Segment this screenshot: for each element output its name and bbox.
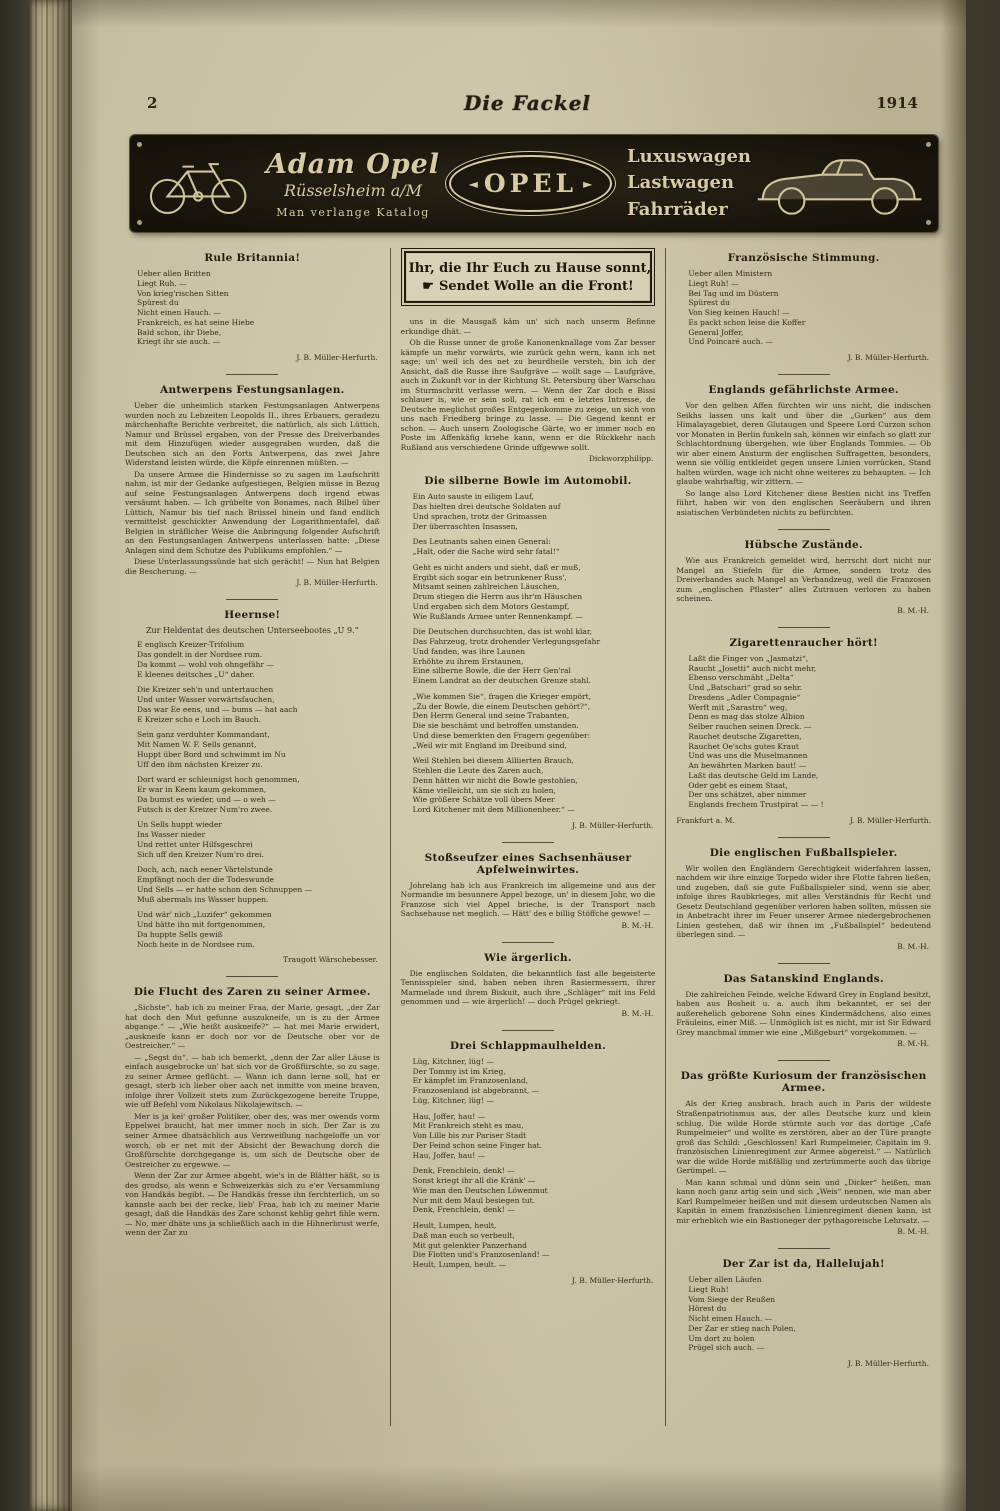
- article-paragraph: uns in die Mausgaß käm un' sich nach unserm Befinne erkundige dhät. —: [400, 317, 656, 336]
- poem-line: Prügel sich auch. —: [688, 1343, 765, 1353]
- poem-line: Rauchet Oe'schs gutes Kraut: [688, 741, 799, 751]
- article-title: Das größte Kuriosum der französischen Armee.: [680, 1070, 927, 1095]
- author-signature: B. M.-H.: [897, 1227, 930, 1237]
- poem-line: Hau, Joffer, hau! —: [412, 1150, 486, 1160]
- poem-stanza: [413, 537, 656, 557]
- poem-stanza: [413, 1221, 656, 1270]
- article-title: Wie ärgerlich.: [484, 951, 572, 964]
- poem-line: Das gondelt in der Nordsee rum.: [137, 650, 263, 660]
- poem-line: Von krieg'rischen Sitten: [137, 288, 229, 298]
- poem-line: Und rettet unter Hilfsgeschrei: [137, 839, 253, 849]
- article-paragraph: Johrelang hab ich aus Frankreich im allgemeine und aus der Normandie im besunnere Appel bezoge, un' in diesem Johr, wo die Franzose sich viel Appel brieche, is der Transport nach Sachsehause net meglich. — Hätt' des e billig Stöffche gewwe! —: [400, 880, 656, 919]
- car-illustration-icon: [751, 148, 929, 220]
- author-signature: J. B. Müller-Herfurth.: [572, 1275, 654, 1285]
- article-paragraph: Vor den gelben Affen fürchten wir uns nicht, die indischen Seikhs lassen uns kalt und über die „Gurken“ aus dem Himalayagebiet, deren Glutaugen und Speere Lord Curzon schon vor Monaten in Berlin funkeln sah, können wir einfach so glatt zur Schlachtordnung übergehen, wie über Englands Tommies. — Ob wir aber einem Ansturm der englischen Suffragetten, besonders, wenn sie völlig entkleidet gegen unsere Linien vorrücken, Stand halten würden, wage ich nicht ohne weiteres zu behaupten. — Ich glaube wahrhaftig, wir zittern. —: [676, 401, 932, 487]
- section-divider: [778, 1060, 830, 1061]
- signature-place: Frankfurt a. M.: [676, 815, 735, 825]
- catalog-note: Man verlange Katalog: [276, 205, 430, 219]
- product-list: [613, 144, 751, 222]
- poem-line: Bei Tag und im Düstern: [688, 288, 779, 298]
- poem-line: Vom Siege der Reußen: [688, 1294, 776, 1304]
- article: [676, 529, 931, 615]
- article-title: Rule Britannia!: [204, 252, 301, 264]
- poem-line: Denk, Frenchlein, denk! —: [412, 1205, 515, 1215]
- article-subtitle: Zur Heldentat des deutschen Unterseebootes „U 9.“: [145, 626, 359, 636]
- poem-line: Und hätte ihn mit fortgenommen,: [137, 920, 266, 930]
- poem-line: Denk, Frenchlein, denk! —: [412, 1166, 515, 1176]
- poem-line: Rauchet deutsche Zigaretten,: [688, 731, 802, 741]
- poem-line: Ebenso verschmäht „Delta“: [688, 673, 794, 683]
- poem-line: Da kommt — wohl voh ohngefähr —: [137, 659, 274, 669]
- poem-line: Und „Batschari“ grad so sehr.: [688, 683, 803, 693]
- poem-line: „Wie kommen Sie“, fragen die Krieger empört,: [412, 691, 591, 701]
- article: [401, 842, 656, 930]
- page-header: [115, 91, 940, 116]
- poem-stanza: [137, 269, 380, 347]
- columns-area: [115, 248, 941, 1426]
- section-divider: [226, 374, 278, 375]
- article-paragraph: Man kann schmal und dünn sein und „Dicker“ heißen, man kann noch ganz artig sein und sich „Weis“ nennen, wie man aber Karl Rumpelmeier heißen und mit diesem urdeutschen Namen als Kapitän in einem französischen Linienregiment dienen kann, ist mir erheblich wie ein Bastioneger der pythagoreische Lehrsatz. —: [676, 1177, 932, 1225]
- poem-line: Das Fahrzeug, trotz drohender Verlegungsgefahr: [412, 637, 601, 647]
- poem-stanza: [137, 640, 380, 679]
- article-paragraph: — „Segst du“, — hab ich bemerkt, „denn der Zar aller Läuse is einfach ausgebrocke un' hat sich vor de Großfürschte, so zu sage, zu seiner Armee geflücht. — Wann ich dann lerne soll, hat er gesagt, sterb ich lieber ober aach net inmitte von meine braven, infolge ihrer Vollzeit stets zum Zurückgezogene bereite Truppe, wie uff Befehl vom Nikolaus Nikolajewitsch. —: [125, 1052, 380, 1110]
- author-signature: J. B. Müller-Herfurth.: [296, 578, 378, 588]
- poem-line: E Kreizer scho e Loch im Bauch.: [137, 714, 261, 724]
- poem-stanza: [413, 1166, 656, 1215]
- article: [401, 1030, 656, 1285]
- poem-line: Mit Namen W. F. Sells genannt,: [137, 740, 257, 750]
- poem-line: Oder gebt es einem Staat,: [688, 780, 788, 790]
- poem-line: Da huppte Sells gewiß: [137, 929, 223, 939]
- poem-line: Dort ward er schleunigst hoch genommen,: [137, 775, 300, 785]
- poem-line: „Weil wir mit England im Dreibund sind,: [412, 740, 567, 750]
- article: [125, 976, 380, 1237]
- column-3: [665, 248, 941, 1426]
- opel-logo: [448, 155, 613, 212]
- section-divider: [226, 976, 278, 977]
- bicycle-illustration-icon: [140, 150, 258, 218]
- poem-line: Drum stiegen die Herrn aus ihr'm Häuschen: [412, 592, 583, 602]
- poem-line: Und was uns die Muselmannen: [688, 751, 808, 761]
- poem-line: Weil Stehlen bei diesem Alliierten Brauch,: [412, 756, 574, 766]
- wool-appeal-line1: Ihr, die Ihr Euch zu Hause sonnt,: [408, 261, 652, 276]
- poem-line: E kleenes deitsches „U“ daher.: [137, 669, 255, 679]
- poem-line: Und ergaben sich dem Motors Gestampf,: [412, 601, 570, 611]
- poem-line: Nicht einen Hauch. —: [688, 1314, 773, 1324]
- poem-line: Die sie beschämt und betroffen umstanden.: [412, 721, 579, 731]
- poem-stanza: [413, 1057, 656, 1106]
- section-divider: [502, 842, 554, 843]
- advertiser-city: Rüsselsheim a/M: [283, 180, 423, 200]
- article-title: Der Zar ist da, Hallelujah!: [722, 1258, 885, 1271]
- section-divider: [778, 627, 830, 628]
- poem-line: Sein ganz verduhter Kommandant,: [137, 730, 270, 740]
- poem-line: Und diese bemerkten den Fragern gegenüber:: [412, 730, 591, 740]
- article-title: Drei Schlappmaulhelden.: [449, 1039, 607, 1052]
- article: [125, 252, 380, 362]
- poem-line: Liegt Ruh. —: [137, 278, 187, 288]
- poem-line: Franzosenland ist abgebrannt, —: [412, 1086, 540, 1096]
- poem-line: Liegt Ruh!: [688, 1284, 729, 1294]
- poem-stanza: [413, 492, 656, 531]
- article-paragraph: So lange also Lord Kitchener diese Bestien nicht ins Treffen führt, haben wir von den englischen Seeräubern und ihren asiatischen Verbündeten nichts zu befürchten.: [676, 488, 932, 517]
- poem-stanza: [137, 775, 380, 814]
- article-title: Antwerpens Festungsanlagen.: [160, 384, 345, 396]
- product-lastwagen: Lastwagen: [627, 172, 735, 194]
- poem-line: Liegt Ruh! —: [688, 278, 739, 288]
- poem-line: Ueber allen Britten: [137, 269, 211, 278]
- article-title: Die englischen Fußballspieler.: [709, 846, 898, 859]
- rivet-icon: [926, 220, 931, 225]
- poem-line: Laßt die Finger von „Jasmatzi“,: [688, 653, 809, 663]
- poem-line: „Zu der Bowle, die einem Deutschen gehört?“,: [412, 701, 591, 711]
- poem-line: Hörest du: [688, 1304, 727, 1314]
- poem-line: Sich uff den Kreizer Num'ro drei.: [137, 849, 264, 859]
- article-paragraph: Als der Krieg ausbrach, brach auch in Paris der wildeste Straßenpatriotismus aus, der alles Deutsche kurz und klein schlug. Die wilde Horde stürmte auch vor das dortige „Café Rumpelmeier“ und wollte es zerstören, aber an der Türe prangte groß das Schild: „Geschlossen! Karl Rumpelmeier, Capitain im 9. französischen Linienregiment zur Armee abgereist.“ — Natürlich war die wilde Horde mißfällig und zertrümmerte auch das übrige Gerümpel. —: [676, 1099, 932, 1176]
- opel-oval-badge: [449, 155, 613, 212]
- poem-line: Frankreich, es hat seine Hiebe: [137, 317, 255, 327]
- author-signature: B. M.-H.: [897, 941, 930, 951]
- author-signature: Dickworzphilipp.: [588, 454, 654, 464]
- poem-line: Um dort zu holen: [688, 1333, 755, 1343]
- poem-line: Der Zar er stieg nach Polen,: [688, 1323, 796, 1333]
- poem-line: E englisch Kreizer-Trifolium: [137, 640, 245, 650]
- article: [676, 627, 931, 825]
- poem-line: Und fanden, was ihre Launen: [412, 646, 526, 656]
- author-signature: J. B. Müller-Herfurth.: [847, 1359, 930, 1369]
- opel-advertisement: [130, 135, 938, 232]
- poem-stanza: [688, 654, 931, 810]
- author-signature: B. M.-H.: [621, 1008, 654, 1018]
- article-title: Das Satanskind Englands.: [723, 972, 884, 985]
- poem-line: Doch, ach, nach eener Värtelstunde: [137, 865, 273, 875]
- column-2: [390, 248, 666, 1426]
- rivet-icon: [926, 142, 931, 147]
- section-divider: [778, 529, 830, 530]
- poem-line: Lüg, Kitchner, lüg! —: [412, 1095, 494, 1105]
- poem-line: Es packt schon leise die Koffer: [688, 317, 806, 327]
- poem-line: Und Poincaré auch. —: [688, 337, 773, 347]
- poem-line: „Halt, oder die Sache wird sehr fatal!“: [412, 547, 560, 557]
- poem-line: Raucht „Josetti“ auch nicht mehr,: [688, 663, 817, 673]
- poem-line: Käme vielleicht, um sie sich zu holen,: [412, 785, 556, 795]
- poem-line: Mitsamt seinen zahlreichen Läuschen,: [412, 582, 560, 592]
- article: [125, 599, 380, 964]
- section-divider: [502, 942, 554, 943]
- poem-stanza: [413, 756, 656, 815]
- poem-line: Bald schon, ihr Diebe,: [137, 327, 222, 337]
- article: [401, 317, 656, 463]
- poem-line: Lüg, Kitchner, lüg! —: [412, 1056, 494, 1066]
- poem-line: Das war Ee eens, und — bums — hat aach: [137, 704, 298, 714]
- author-signature: Traugott Wärschebesser.: [283, 955, 378, 965]
- newspaper-title: Die Fackel: [463, 91, 592, 115]
- article-title: Die silberne Bowle im Automobil.: [424, 475, 632, 488]
- opel-logo-text: OPEL: [483, 169, 578, 198]
- poem-line: Nicht einen Hauch. —: [137, 308, 221, 317]
- poem-line: Heult, Lumpen, heult,: [412, 1221, 497, 1231]
- article-title: Stoßseufzer eines Sachsenhäuser Apfelweinwirtes.: [424, 851, 632, 876]
- poem-line: Mit Frankreich steht es mau,: [412, 1121, 524, 1131]
- article-title: Die Flucht des Zaren zu seiner Armee.: [133, 986, 371, 999]
- author-signature: J. B. Müller-Herfurth.: [849, 815, 932, 825]
- poem-line: Des Leutnants sahen einen General:: [412, 537, 551, 547]
- section-divider: [778, 1248, 830, 1249]
- poem-line: Huppt über Bord und schwimmt im Nu: [137, 749, 286, 759]
- section-divider: [778, 837, 830, 838]
- poem-line: Stehlen die Leute des Zaren auch,: [412, 766, 544, 776]
- poem-line: Wie größere Schätze voll übers Meer: [412, 795, 555, 805]
- poem-line: Der Feind schon seine Finger hat.: [412, 1140, 543, 1150]
- poem-line: Un Sells huppt wieder: [137, 820, 222, 830]
- poem-line: Uff den ihm nächsten Kreizer zu.: [137, 759, 263, 769]
- poem-stanza: [413, 1112, 656, 1161]
- poem-line: Ueber allen Läufen: [688, 1275, 762, 1285]
- poem-line: Einem Landrat an der deutschen Grenze stahl.: [412, 676, 591, 686]
- poem-line: Erhöhte zu ihrem Erstaunen,: [412, 656, 524, 666]
- advertiser-block: [258, 149, 448, 219]
- author-signature: B. M.-H.: [621, 920, 654, 930]
- poem-stanza: [137, 730, 380, 769]
- author-signature: B. M.-H.: [897, 605, 930, 615]
- poem-line: Der uns schätzet, aber nimmer: [688, 790, 807, 800]
- poem-line: Er kämpfet im Franzosenland,: [412, 1076, 529, 1086]
- rivet-icon: [137, 220, 142, 225]
- poem-line: Nur mit dem Maul besiegen tut.: [412, 1195, 536, 1205]
- poem-stanza: [413, 563, 656, 622]
- poem-line: Die Deutschen durchsuchten, das ist wohl klar,: [412, 627, 593, 637]
- poem-line: Ein Auto sauste in eiligem Lauf,: [412, 492, 534, 502]
- poem-stanza: [413, 692, 656, 751]
- poem-line: Wie man den Deutschen Löwenmut: [412, 1185, 548, 1195]
- article-paragraph: Ueber die unheimlich starken Festungsanlagen Antwerpens wurden noch zu Lebzeiten Leopolds II., ihres Erbauers, geradezu märchenhafte Berichte verbreitet, die natürlich, als sich Lüttich, Namur und Brüssel ergaben, von der Presse des Dreiverbandes mit dem Hinzufügen wieder ausgegraben wurden, daß die Deutschen sich an den Forts Antwerpens, das zwei Jahre Widerstand leisten würde, die Köpfe einrennen müßten. —: [125, 401, 380, 468]
- poem-line: Der überraschten Insassen,: [412, 521, 518, 531]
- article: [401, 942, 656, 1018]
- poem-line: Dresdens „Adler Compagnie“: [688, 692, 801, 702]
- poem-line: Die Kreizer seh'n und untertauchen: [137, 685, 274, 695]
- article-title: Zigarettenraucher hört!: [729, 636, 878, 649]
- article-title: Französische Stimmung.: [727, 252, 880, 264]
- column-1: [115, 248, 390, 1426]
- article-paragraph: Wenn der Zar zur Armee abgeht, wie's in de Blätter häßt, so is des grodso, als wenn e Schweizerkäs sich zu e'er Versammlung von Handkäs begibt. — De Handkäs fresse ihn ferchterlich, un so kannste aach bei der recke, lieb' Fraa, hab ich zu meiner Marie gesagt, daß die Handkäs des Zare schonst kehlig gehrt fihle wern. — No, mer dhäte uns ja schließlich aach in die Hihnerbrust werfe, wenn der Zar zu: [125, 1171, 380, 1238]
- article-paragraph: Wie aus Frankreich gemeldet wird, herrscht dort nicht nur Mangel an Stiefeln für die Armee, sondern trotz des Dreiverbandes auch Mangel an Verbandzeug, weil die Franzosen zum „englischen Pflaster“ alles Zutrauen verloren zu haben scheinen.: [676, 556, 932, 604]
- newspaper-page: [30, 0, 966, 1511]
- poem-line: Eine silberne Bowle, die der Herr Gen'ral: [412, 666, 571, 676]
- article-paragraph: Mer is ja kei' großer Politiker, ober des, was mer owends vorm Eppelwei braucht, hat mer immer noch in sich. Der Zar is zu seiner Armee dhatsächlich aus Verzweiflung nachgeloffe un vor worch, ob er net mit der Absicht der Bewachung dorch die Großfürschte dorchgegange is, um sich de Deutsche ober de Oestreicher zu ergewwe. —: [125, 1111, 380, 1169]
- poem-line: Denn hätten wir nicht die Bowle gestohlen,: [412, 775, 578, 785]
- poem-line: An bewährten Marken baut! —: [688, 761, 807, 771]
- article-paragraph: Die englischen Soldaten, die bekanntlich fast alle begeisterte Tennisspieler sind, haben neben ihren Rasiermessern, ihrer Marmelade und ihrem Biskuit, auch ihre „Schläger“ mit ins Feld genommen und — wie ärgerlich! — doch Prügel gekriegt.: [400, 968, 656, 1007]
- poem-line: Da bumst es wieder, und — o weh —: [137, 794, 276, 804]
- poem-line: Spürest du: [688, 298, 731, 308]
- poem-line: Wie Rußlands Armee unter Rennenkampf. —: [412, 611, 583, 621]
- right-arrow-icon: ►: [583, 176, 593, 191]
- poem-line: Hau, Joffer, hau! —: [412, 1111, 486, 1121]
- article-paragraph: Wir wollen den Engländern Gerechtigkeit widerfahren lassen, nachdem wir ihre einzige Torpedo wider ihre Flotte fahren ließen, und zugeben, daß sie gute Fußballspieler sind, wenn sie aber, infolge ihres Raubkrieges, mit alles Verständnis für Recht und Gesetz Deutschland gegenüber verloren haben sollten, müssen sie in Anbetracht ihrer im Feuer unserer Armee niedergebrochenen Linien gestehen, daß wir ihnen im „Fußballspiel“ bedeutend überlegen sind. —: [676, 863, 932, 940]
- manicule-icon: ☛: [422, 278, 434, 294]
- poem-stanza: [137, 820, 380, 859]
- article-title: Hübsche Zustände.: [744, 539, 863, 552]
- poem-line: Geht es nicht anders und sieht, daß er muß,: [412, 562, 581, 572]
- section-divider: [502, 1030, 554, 1031]
- poem-line: Mit gut gelenkter Panzerhand: [412, 1240, 527, 1250]
- rivet-icon: [137, 142, 142, 147]
- poem-line: Werft mit „Sarastro“ weg,: [688, 702, 788, 712]
- wool-appeal-box: [404, 251, 653, 303]
- author-signature: B. M.-H.: [897, 1039, 930, 1049]
- poem-stanza: [137, 865, 380, 904]
- book-binding-edge: [30, 0, 72, 1511]
- poem-line: Und Sells — er hatte schon den Schnuppen —: [137, 884, 313, 894]
- article: [676, 252, 931, 362]
- article-title: Heernse!: [224, 609, 281, 622]
- poem-line: Heult, Lumpen, heult. —: [412, 1260, 507, 1270]
- poem-line: Von Sieg keinen Hauch! —: [688, 308, 790, 317]
- poem-line: Sonst kriegt ihr all die Kränk' —: [412, 1176, 536, 1186]
- wool-appeal-line2-row: [409, 278, 648, 296]
- article-paragraph: Da unsere Armee die Hindernisse so zu sagen im Laufschritt nahm, ist mir der Gedanke aufgestiegen, Belgien müsse in Bezug auf seine Festungsanlagen Antwerpens doch irgend etwas versäumt haben. — Ich grübelte von Bonames, nach Bilbel über Lüttich, Namur bis tief nach Brüssel hinein und fand endlich vermittelst geschickter Anwendung der Logarithmentafel, daß Belgien in sträflicher Weise die Anbringung folgender Aufschrift an den Festungsanlagen Antwerpens unterlassen hatte: „Diese Anlagen sind dem Schutze des Publikums empfohlen.“ —: [125, 469, 380, 555]
- poem-line: Ueber allen Ministern: [688, 269, 773, 278]
- page-number: 2: [147, 94, 158, 112]
- article-paragraph: Ob die Russe unner de große Kanonenknallage vom Zar besser kämpfe un mehr vorwärts, wie zurück gehn wern, kann ich net sage; un' weil ich des net zu beurdheile versteh, bin ich der Ansicht, daß die Russe ihre Saufgräve — wollt sage — Laufgräve, auch in Zukunft vor in der Richtung St. Petersburg über Warschau im Sturmschritt verlasse wern. — Wenn der Zar doch e Bissi schlauer is, wie er sein soll, rat ich em e letztes Intresse, de Deutsche meglichst großes Entgegenkomme zu zeige, un sich von uns nach Friedberg bringe zu lasse. — Die Gegend kennt er schon. — Auch unsern Zoologische Gärte, wo er immer noch en Poste im Affenkäfig kriehe kann, wenn er die Rückkehr nach Rußland aus verschiedene Grinde uffgewwe sollt.: [400, 338, 656, 452]
- poem-line: Denn es mag das stolze Albion: [688, 712, 805, 722]
- poem-line: Ins Wasser nieder: [137, 830, 206, 840]
- poem-stanza: [137, 910, 380, 949]
- section-divider: [226, 599, 278, 600]
- article: [676, 837, 931, 951]
- left-arrow-icon: ◄: [468, 176, 478, 191]
- article-title: Englands gefährlichste Armee.: [708, 384, 899, 396]
- author-signature: J. B. Müller-Herfurth.: [572, 820, 654, 830]
- poem-line: Futsch is der Kreizer Num'ro zwee.: [137, 804, 273, 814]
- poem-line: Empfängt noch der die Todeswunde: [137, 875, 274, 885]
- advertiser-name: Adam Opel: [265, 148, 441, 180]
- poem-line: Und sprachen, trotz der Grimassen: [412, 511, 547, 521]
- poem-line: Noch heite in de Nordsee rum.: [137, 939, 255, 949]
- poem-line: Kriegt ihr sie auch. —: [137, 337, 221, 347]
- poem-line: Englands frechem Trustpirat — — !: [688, 800, 824, 810]
- poem-line: Lord Kitchener mit dem Millionenheer.“ —: [412, 805, 575, 815]
- poem-line: Der Tommy ist im Krieg,: [412, 1066, 506, 1076]
- poem-stanza: [688, 269, 931, 347]
- page-year: 1914: [876, 94, 918, 112]
- article: [676, 374, 931, 517]
- section-divider: [778, 963, 830, 964]
- article-paragraph: Die zahlreichen Feinde, welche Edward Grey in England besitzt, haben aus Bosheit u. a. auch ihm bekanntet, er sei der außerehelich geborene Sohn eines Kindermädchens, also eines Fräuleins, einer Miß. — Unmöglich ist es nicht, mir ist Sir Edward Grey manchmal immer wie eine „Mißgeburt“ vorgekommen. —: [676, 989, 932, 1037]
- poem-line: Daß man euch so verbeult,: [412, 1230, 515, 1240]
- section-divider: [778, 374, 830, 375]
- poem-line: Das hielten drei deutsche Soldaten auf: [412, 502, 561, 512]
- poem-line: Muß abermals ins Wasser huppen.: [137, 894, 269, 904]
- poem-line: Selber rauchen seinen Dreck. —: [688, 722, 812, 732]
- poem-line: Laßt das deutsche Geld im Lande,: [688, 770, 819, 780]
- wool-appeal-line2: Sendet Wolle an die Front!: [438, 278, 634, 294]
- poem-line: Den Herrn General und seine Trabanten,: [412, 711, 570, 721]
- poem-line: Ergibt sich sogar ein betrunkener Russ',: [412, 572, 567, 582]
- article: [401, 475, 656, 830]
- product-luxuswagen: Luxuswagen: [627, 146, 751, 168]
- article: [676, 1248, 931, 1368]
- poem-line: General Joffer,: [688, 327, 744, 337]
- article: [676, 1060, 931, 1236]
- poem-line: Und unter Wasser vorwärtsfauchen,: [137, 695, 275, 705]
- signature-row: [676, 816, 931, 825]
- poem-line: Spürest du: [137, 298, 179, 308]
- poem-stanza: [137, 685, 380, 724]
- poem-line: Er war in Keem kaum gekommen,: [137, 785, 267, 795]
- poem-stanza: [688, 1275, 931, 1353]
- poem-line: Und wär' nich „Luzifer“ gekommen: [137, 910, 272, 920]
- article: [676, 963, 931, 1049]
- poem-line: Von Lille bis zur Pariser Stadt: [412, 1131, 527, 1141]
- article-paragraph: „Sichste“, hab ich zu meiner Fraa, der Marie, gesagt, „der Zar hat doch den Mut gefunne auszukneife, un is zu der Armee abgange.“ — „Wie heißt auskneife?“ — hat mei Marie erwidert, „auskneife kann er doch nor vor de Deutsche ober vor de Oestreicher.“ —: [125, 1003, 380, 1051]
- poem-line: Die Flotten und's Franzosenland! —: [412, 1250, 550, 1260]
- author-signature: J. B. Müller-Herfurth.: [847, 353, 930, 362]
- article: [125, 374, 380, 587]
- article-paragraph: Diese Unterlassungssünde hat sich gerächt! — Nun hat Belgien die Bescherung. —: [125, 557, 380, 576]
- author-signature: J. B. Müller-Herfurth.: [296, 353, 378, 362]
- product-fahrraeder: Fahrräder: [627, 198, 728, 220]
- poem-stanza: [413, 627, 656, 686]
